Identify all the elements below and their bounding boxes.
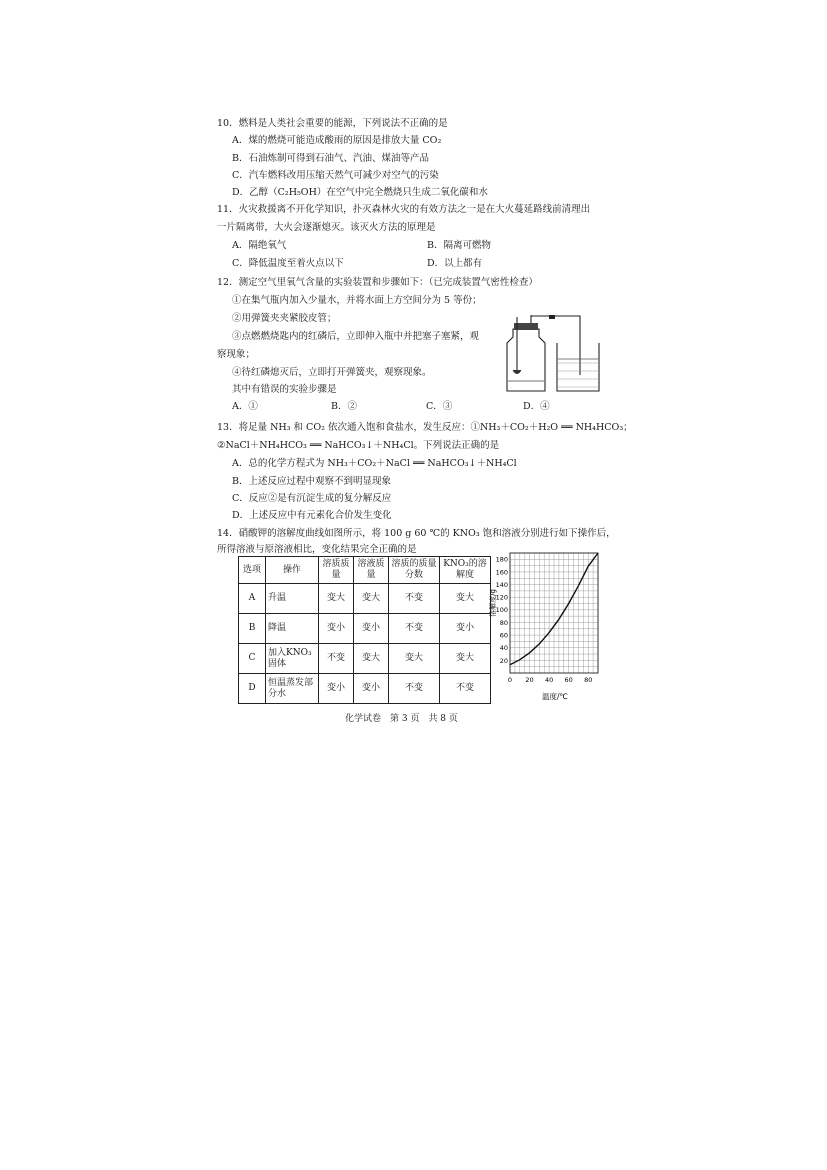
x-tick-label: 0 <box>507 676 513 684</box>
gas-bottle-icon <box>507 329 545 391</box>
table-cell: 不变 <box>440 674 491 704</box>
q10-option-c: C．汽车燃料改用压缩天然气可减少对空气的污染 <box>232 170 439 181</box>
q13-option-b: B．上述反应过程中观察不到明显现象 <box>232 476 391 487</box>
table-cell: 变小 <box>319 614 354 644</box>
table-cell: 不变 <box>389 614 440 644</box>
q13-option-d: D．上述反应中有元素化合价发生变化 <box>232 510 392 521</box>
solubility-chart <box>484 548 604 703</box>
y-tick-label: 40 <box>499 644 508 653</box>
table-header-cell: KNO₃的溶解度 <box>440 557 491 584</box>
y-tick-label: 160 <box>495 568 508 577</box>
q13-stem-line1: 13．将足量 NH₃ 和 CO₂ 依次通入饱和食盐水，发生反应：①NH₃＋CO₂＋H₂O ══ NH₄HCO₃； <box>217 422 633 433</box>
table-header-row <box>239 557 491 584</box>
apparatus-diagram <box>495 315 605 395</box>
q13-option-c: C．反应②是有沉淀生成的复分解反应 <box>232 493 392 504</box>
y-tick-label: 180 <box>495 555 508 564</box>
q12-option-b: B．② <box>331 401 357 412</box>
stopper-icon <box>514 323 538 330</box>
table-cell: 变大 <box>354 644 389 674</box>
table-cell: 变大 <box>319 584 354 614</box>
table-cell: 变大 <box>354 584 389 614</box>
chart-ylabel: 溶解度/g <box>489 589 497 617</box>
table-cell: 变小 <box>354 674 389 704</box>
q10-option-d: D．乙醇（C₂H₅OH）在空气中完全燃烧只生成二氧化碳和水 <box>232 187 488 198</box>
q12-step-3: ③点燃燃烧匙内的红磷后，立即伸入瓶中并把塞子塞紧，观 <box>232 331 480 342</box>
q12-stem: 12．测定空气里氧气含量的实验装置和步骤如下：（已完成装置气密性检查） <box>217 277 538 288</box>
q11-option-b: B．隔离可燃物 <box>427 240 491 251</box>
beaker-icon <box>557 343 599 391</box>
x-tick-label: 60 <box>564 676 573 684</box>
y-tick-label: 60 <box>499 631 508 640</box>
table-cell: A <box>239 584 266 614</box>
table-cell: 不变 <box>389 584 440 614</box>
table-cell: C <box>239 644 266 674</box>
table-header-cell: 选项 <box>239 557 266 584</box>
q10-stem: 10．燃料是人类社会重要的能源，下列说法不正确的是 <box>217 118 448 129</box>
q11-stem-line2: 一片隔离带，大火会逐渐熄灭。该灭火方法的原理是 <box>217 222 436 233</box>
q12-step-2: ②用弹簧夹夹紧胶皮管； <box>232 313 337 324</box>
table-cell: B <box>239 614 266 644</box>
y-tick-label: 100 <box>495 606 508 615</box>
table-cell: 升温 <box>266 584 319 614</box>
glass-tube-icon <box>531 316 580 375</box>
table-cell: 变小 <box>319 674 354 704</box>
table-row <box>239 584 491 614</box>
q12-question: 其中有错误的实验步骤是 <box>232 384 337 395</box>
x-tick-label: 80 <box>584 676 593 684</box>
table-cell: 降温 <box>266 614 319 644</box>
q12-option-c: C．③ <box>426 401 453 412</box>
table-header-cell: 溶质质量 <box>319 557 354 584</box>
table-header-cell: 溶液质量 <box>354 557 389 584</box>
q12-option-d: D．④ <box>523 401 550 412</box>
table-cell: 变大 <box>389 644 440 674</box>
chart-xlabel: 温度/℃ <box>542 692 568 701</box>
q14-stem-line1: 14．硝酸钾的溶解度曲线如图所示，将 100 g 60 ℃的 KNO₃ 饱和溶液分别进行如下操作后， <box>217 528 616 539</box>
q14-table <box>238 556 491 704</box>
q12-step-3-cont: 察现象； <box>217 349 256 360</box>
q10-option-a: A．煤的燃烧可能造成酸雨的原因是排放大量 CO₂ <box>232 135 442 146</box>
q12-option-a: A．① <box>232 401 258 412</box>
q11-stem-line1: 11．火灾救援离不开化学知识，扑灭森林火灾的有效方法之一是在大火蔓延路线前清理出 <box>217 204 591 215</box>
q12-step-1: ①在集气瓶内加入少量水，并将水面上方空间分为 5 等份； <box>232 295 482 306</box>
table-cell: 不变 <box>319 644 354 674</box>
q13-stem-line2: ②NaCl＋NH₄HCO₃ ══ NaHCO₃↓＋NH₄Cl。下列说法正确的是 <box>217 440 500 451</box>
table-cell: 加入KNO₃固体 <box>266 644 319 674</box>
table-cell: 变大 <box>440 584 491 614</box>
table-header-cell: 操作 <box>266 557 319 584</box>
q11-option-c: C．降低温度至着火点以下 <box>232 258 344 269</box>
q13-option-a: A．总的化学方程式为 NH₃＋CO₂＋NaCl ══ NaHCO₃↓＋NH₄Cl <box>232 458 517 469</box>
table-cell: D <box>239 674 266 704</box>
q11-option-a: A．隔绝氧气 <box>232 240 287 251</box>
q14-stem-line2: 所得溶液与原溶液相比，变化结果完全正确的是 <box>217 544 417 555</box>
y-tick-label: 140 <box>495 580 508 589</box>
table-row <box>239 674 491 704</box>
q12-step-4: ④待红磷熄灭后，立即打开弹簧夹，观察现象。 <box>232 367 432 378</box>
y-tick-label: 120 <box>495 593 508 602</box>
y-tick-label: 20 <box>499 656 508 665</box>
spring-clamp-icon <box>549 315 555 319</box>
table-header-cell: 溶质的质量分数 <box>389 557 440 584</box>
q10-option-b: B．石油炼制可得到石油气、汽油、煤油等产品 <box>232 153 429 164</box>
table-cell: 变小 <box>440 614 491 644</box>
table-cell: 恒温蒸发部分水 <box>266 674 319 704</box>
table-cell: 不变 <box>389 674 440 704</box>
chart-grid <box>510 553 598 673</box>
page-footer: 化学试卷 第 3 页 共 8 页 <box>345 714 458 724</box>
x-tick-label: 40 <box>544 676 554 684</box>
table-row <box>239 614 491 644</box>
table-row <box>239 644 491 674</box>
y-tick-label: 80 <box>499 618 508 627</box>
table-cell: 变大 <box>440 644 491 674</box>
table-cell: 变小 <box>354 614 389 644</box>
q11-option-d: D．以上都有 <box>427 258 483 269</box>
x-tick-label: 20 <box>525 676 534 684</box>
